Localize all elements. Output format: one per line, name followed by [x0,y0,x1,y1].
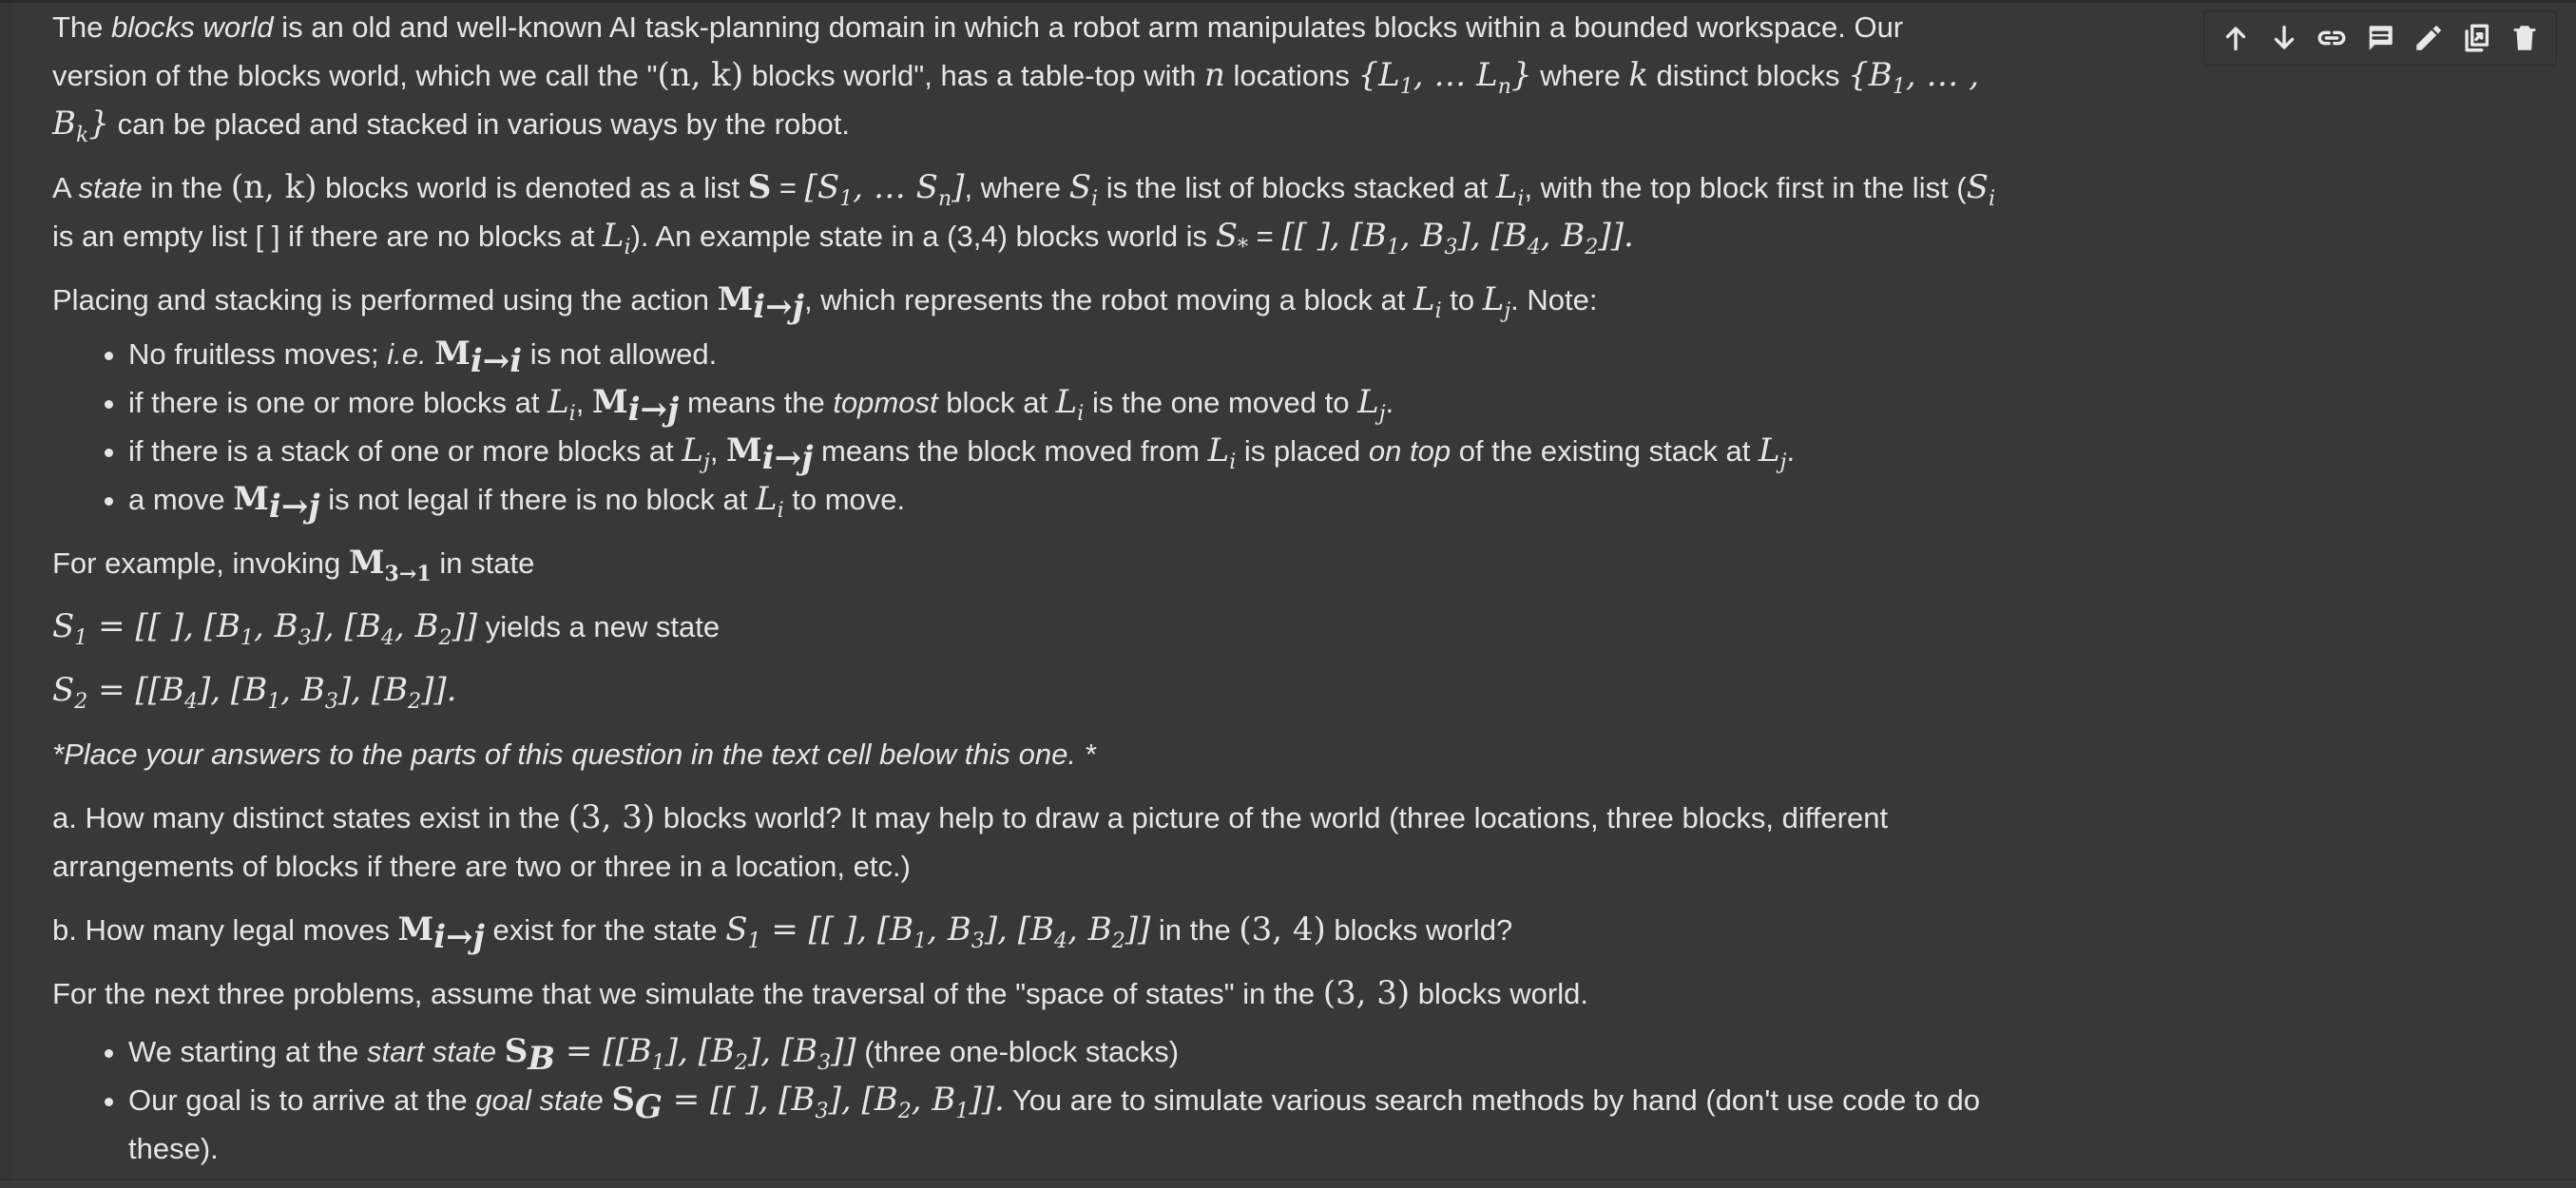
text: The [52,10,112,44]
math-locations: {$L_1$, … $L_n$} [1357,56,1532,99]
search-setup-list [52,1027,1996,1173]
paragraph-instructions: *Place your answers to the parts of this question in the text cell below this one. * [52,738,1096,771]
notes-list [52,330,1996,524]
math: n [1203,56,1225,94]
text-cell[interactable] [0,3,2576,1183]
paragraph-next-problems: For the next three problems, assume that we simulate the traversal of the "space of states" in the (3, 3) blocks world. [52,974,1588,1012]
math: (n, k) [657,56,744,94]
paragraph-intro [52,3,1996,148]
text: is an old and well-known AI task-planning domain in which a robot arm manipulates blocks within a bounded workspace. Our version of the blocks world, which we call the " [52,10,1904,92]
text: can be placed and stacked in various ways by the robot. [109,107,850,141]
text: distinct blocks [1647,59,1849,92]
list-item: • if there is one or more blocks at $L_i$, $M_{i\to j}$ means the topmost block at $L_i$ is the one moved to $L_j$. [128,378,1996,427]
math: k [1628,56,1648,94]
cell-toolbar [2203,10,2557,66]
paragraph-example: For example, invoking $M_{3\to 1}$ in state [52,544,535,586]
question-a: a. How many distinct states exist in the (3, 3) blocks world? It may help to draw a picture of the world (three locations, three blocks, different arrangements of blocks if there are two or three in a location, etc.) [52,798,1889,883]
question-b: b. How many legal moves $M_{i\to j}$ exist for the state $S_1$ = [[ ], [$B_1$, $B_3$], [$B_4$, $B_2$]] in the (3, 4) blocks world? [52,910,1513,956]
comment-icon[interactable] [2359,17,2401,59]
paragraph-state-s2: $S_2 = [[B_4]$, [$B_1$, $B_3$], $[B_2]$]. [52,671,457,714]
paragraph-action: Placing and stacking is performed using the action $M_{i\to j}$, which represents the robot moving a block at $L_i$ to $L_j$. Note: [52,280,1598,326]
arrow-down-icon[interactable] [2263,17,2305,59]
cell-gutter [0,3,11,1183]
delete-icon[interactable] [2504,17,2546,59]
edit-icon[interactable] [2408,17,2450,59]
list-item: • if there is a stack of one or more blocks at $L_j$, $M_{i\to j}$ means the block moved from $L_i$ is placed on top of the existing stack at $L_j$. [128,427,1996,475]
text: locations [1224,59,1358,92]
cell-bottom-border [0,1179,2576,1187]
text: where [1531,59,1629,92]
paragraph-state: A state in the (n, k) blocks world is denoted as a list $S = [S_1$, … $S_n$], where $S_i$ is the list of blocks stacked at $L_i$, with the top block first in the list ($S_i$ is an empty list [ ] if there are no blocks at $L_i$). An example state in a (3,4) blocks world is $S_*$ = [[ ], [$B_1$, $B_3$], [$B_4$, $B_2$]]. [52,168,1996,259]
link-icon[interactable] [2311,17,2353,59]
arrow-up-icon[interactable] [2215,17,2257,59]
mirror-cell-icon[interactable] [2455,17,2497,59]
list-item: • Our goal is to arrive at the goal state $S_G$ = [[ ], $[B_3]$, [$B_2$, $B_1$]]. You are to simulate various search methods by hand (don't use code to do these). [128,1076,1996,1173]
paragraph-state-s1: $S_1$ = [[ ], [$B_1$, $B_3$], [$B_4$, $B_2$]] yields a new state [52,607,721,650]
math-blocks: {$B_1$, … , $B_k$} [52,56,1980,147]
list-item: • No fruitless moves; i.e. $M_{i\to i}$ is not allowed. [128,330,1996,378]
text: blocks world", has a table-top with [743,59,1204,92]
emphasis: blocks world [111,10,274,44]
list-item: • a move $M_{i\to j}$ is not legal if there is no block at $L_i$ to move. [128,475,1996,524]
markdown-content [52,3,1996,1188]
list-item: • We starting at the start state $S_B = [[B_1]$, $[B_2]$, $[B_3]$] (three one-block stacks) [128,1027,1996,1076]
